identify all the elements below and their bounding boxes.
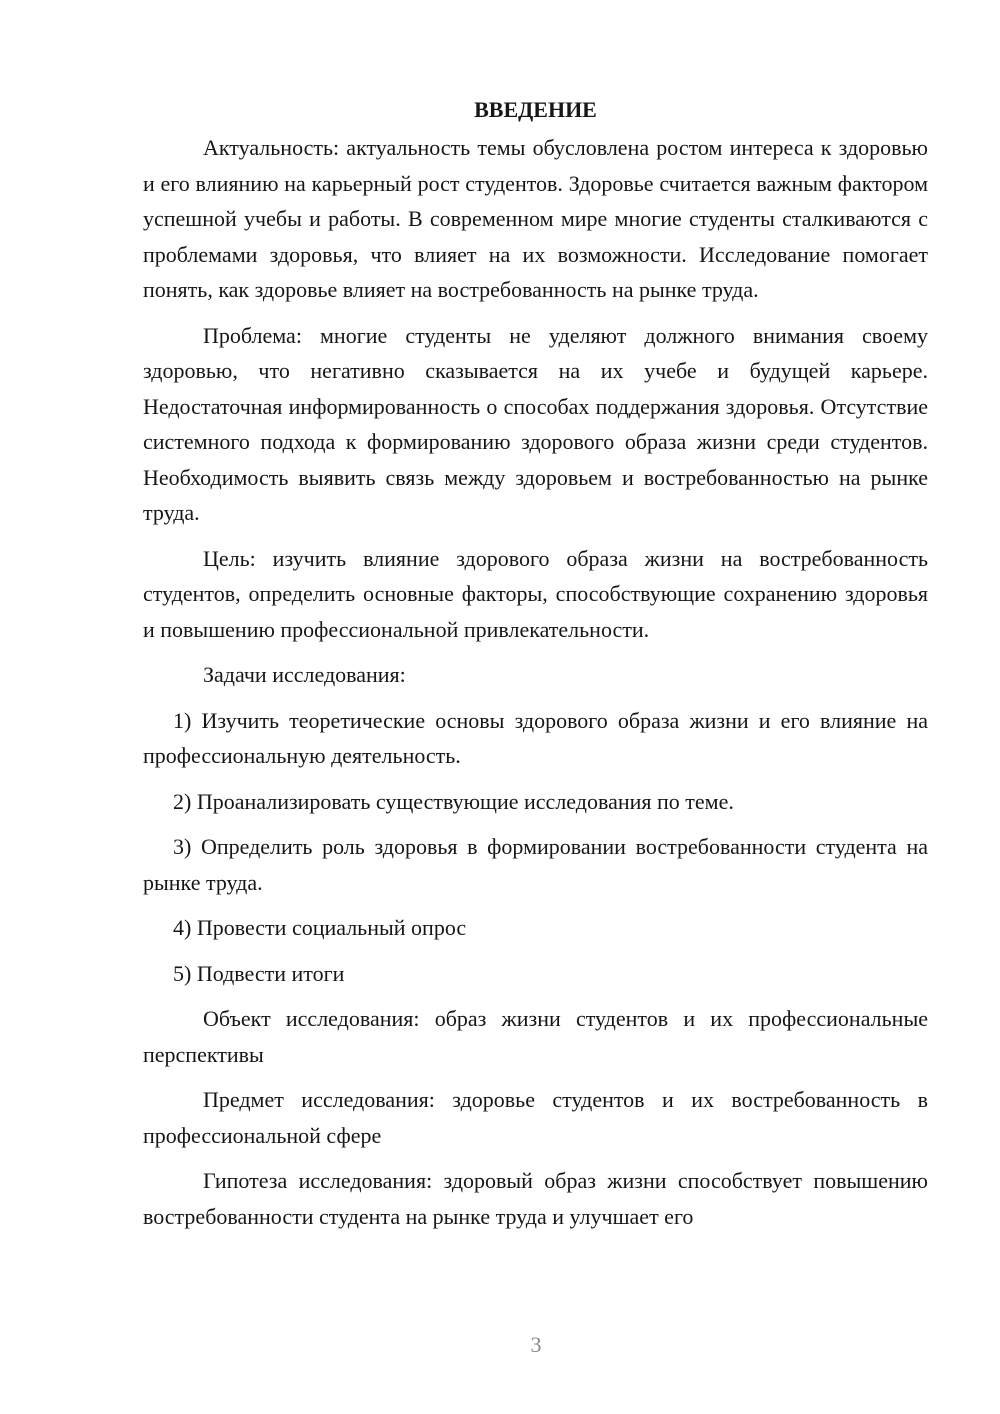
paragraph-object: Объект исследования: образ жизни студентов и их профессиональные перспективы: [143, 1006, 928, 1067]
paragraph-goal: Цель: изучить влияние здорового образа жизни на востребованность студентов, определить основные факторы, способствующие сохранению здоровья и повышению профессиональной привлекательности.: [143, 545, 928, 642]
document-body: [143, 92, 928, 1244]
task-item-1: 1) Изучить теоретические основы здорового образа жизни и его влияние на профессиональную деятельность.: [143, 707, 928, 768]
page-number: 3: [530, 1332, 542, 1357]
task-item-3: 3) Определить роль здоровья в формировании востребованности студента на рынке труда.: [143, 834, 928, 895]
paragraph-hypothesis: Гипотеза исследования: здоровый образ жизни способствует повышению востребованности студента на рынке труда и улучшает его: [143, 1168, 928, 1229]
task-item-5: 5) Подвести итоги: [173, 960, 345, 986]
paragraph-relevance: Актуальность: актуальность темы обусловлена ростом интереса к здоровью и его влиянию на карьерный рост студентов. Здоровье считается важным фактором успешной учебы и работы. В современном мире многие студенты сталкиваются с проблемами здоровья, что влияет на их возможности. Исследование помогает понять, как здоровье влияет на востребованность на рынке труда.: [143, 135, 928, 302]
paragraph-problem: Проблема: многие студенты не уделяют должного внимания своему здоровью, что негативно сказывается на их учебе и будущей карьере. Недостаточная информированность о способах поддержания здоровья. Отсутствие системного подхода к формированию здорового образа жизни среди студентов. Необходимость выявить связь между здоровьем и востребованностью на рынке труда.: [143, 322, 928, 525]
page-title: ВВЕДЕНИЕ: [474, 97, 597, 122]
paragraph-tasks-heading: Задачи исследования:: [203, 662, 406, 687]
paragraph-subject: Предмет исследования: здоровье студентов и их востребованность в профессиональной сфере: [143, 1087, 928, 1148]
task-item-4: 4) Провести социальный опрос: [173, 915, 467, 940]
task-item-2: 2) Проанализировать существующие исследования по теме.: [173, 788, 734, 814]
